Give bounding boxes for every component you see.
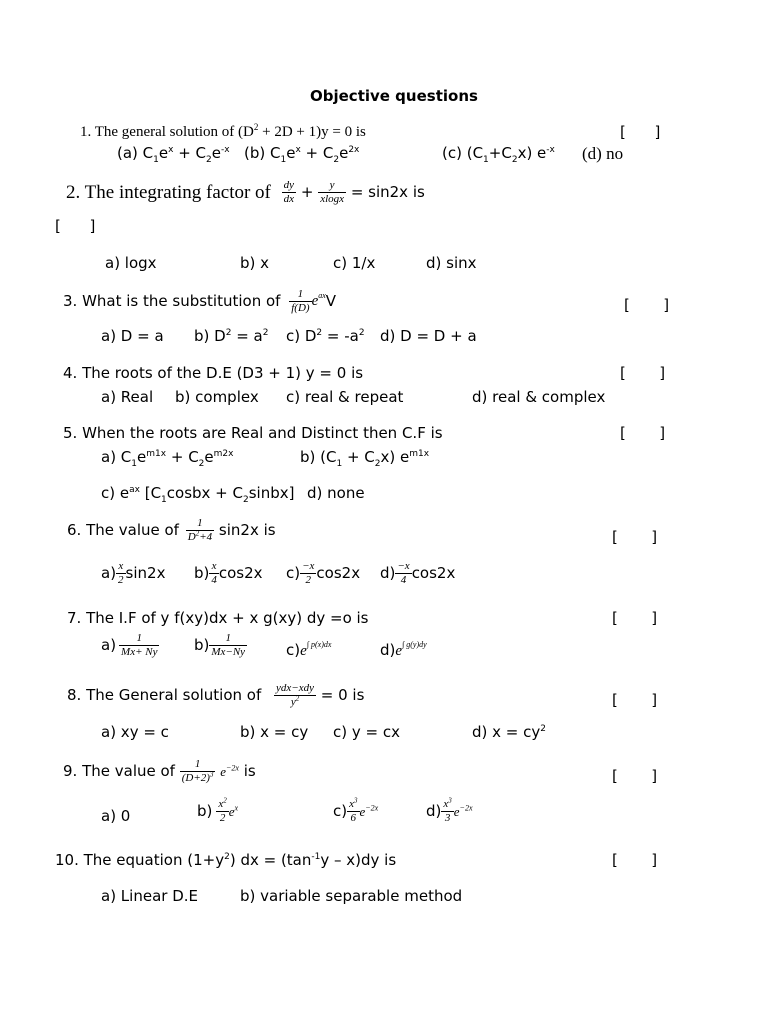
answer-bracket-5: [ ] — [620, 424, 666, 442]
answer-bracket-1: [ ] — [620, 123, 661, 141]
page-title: Objective questions — [310, 87, 478, 105]
question-10-stem: 10. The equation $(1+y^2)$ dx = $(\tan^{-1}y - x)dy$ is — [55, 851, 397, 869]
q7-option-b: b) $\frac{1}{Mx-Ny}$ — [194, 632, 246, 658]
answer-bracket-3: [ ] — [624, 296, 670, 314]
q4-option-d: d) real & complex — [472, 388, 606, 406]
q4-option-c: c) real & repeat — [286, 388, 404, 406]
q8-option-c: c) y = cx — [333, 723, 400, 741]
q3-option-b: b) $D^2 = a^2$ — [194, 327, 269, 345]
q7-option-a: a) $\frac{1}{Mx+ Ny}$ — [101, 632, 158, 658]
q8-option-d: d) $x = cy^2$ — [472, 723, 546, 741]
answer-bracket-9: [ ] — [612, 767, 658, 785]
q2-option-b: b) x — [240, 254, 270, 272]
q4-option-a: a) Real — [101, 388, 154, 406]
q1-option-a: (a) $C_1e^x + C_2e^{-x}$ — [117, 144, 230, 165]
question-5-stem: 5. When the roots are Real and Distinct then C.F is — [63, 424, 443, 442]
q8-option-b: b) x = cy — [240, 723, 309, 741]
answer-bracket-7: [ ] — [612, 609, 658, 627]
q9-option-b: b) $\frac{x^2}{2}$ $e^x$ — [197, 796, 239, 824]
q1-option-c: (c) $(C_1+C_2x)$ $e^{-x}$ — [442, 144, 555, 165]
q6-option-d: d) $\frac{-x}{4}$ cos2x — [380, 560, 456, 586]
q5-option-b: b) $(C_1 + C_2x)$ $e^{m1x}$ — [300, 448, 430, 469]
q10-option-a: a) Linear D.E — [101, 887, 198, 905]
question-9-stem: 9. The value of $\frac{1}{(D+2)^3}$ $e^{-2x}$ is — [63, 758, 256, 784]
q2-option-c: c) 1/x — [333, 254, 376, 272]
answer-bracket-2: [ ] — [55, 217, 96, 235]
q9-option-d: d) $\frac{x^3}{3}$ $e^{-2x}$ — [426, 796, 473, 824]
answer-bracket-8: [ ] — [612, 691, 658, 709]
q3-option-a: a) D = a — [101, 327, 164, 345]
q1-option-d: (d) no — [582, 144, 624, 163]
q1-option-b: (b) $C_1e^x + C_2e^{2x}$ — [244, 144, 360, 165]
q7-option-c: $c)e^{\int p(x)dx}$ — [286, 640, 332, 659]
q5-option-a: a) $C_1e^{m1x} + C_2e^{m2x}$ — [101, 448, 234, 469]
question-1-stem: 1. The general solution of $(D^2 + 2D + 1)y = 0$ is — [80, 122, 366, 140]
question-8-stem: 8. The General solution of $\frac{\text{ydx−xdy}}{y^2}$ = 0 is — [67, 682, 365, 708]
q5-option-d: d) none — [307, 484, 365, 502]
question-2-stem: 2. The integrating factor of $\frac{dy}{dx}$ + $\frac{y}{xlogx}$ = sin2x is — [66, 179, 425, 205]
q6-option-c: c) $\frac{-x}{2}$ cos2x — [286, 560, 361, 586]
question-4-stem: 4. The roots of the D.E (D3 + 1) y = 0 is — [63, 364, 364, 382]
q2-option-a: a) logx — [105, 254, 157, 272]
answer-bracket-4: [ ] — [620, 364, 666, 382]
q2-option-d: d) sinx — [426, 254, 477, 272]
question-7-stem: 7. The I.F of y f(xy)dx + x g(xy) dy =o is — [67, 609, 369, 627]
question-6-stem: 6. The value of $\frac{1}{D^2+4}$ sin2x is — [67, 517, 276, 543]
q8-option-a: a) xy = c — [101, 723, 169, 741]
answer-bracket-10: [ ] — [612, 851, 658, 869]
q9-option-a: a) 0 — [101, 807, 131, 825]
question-3-stem: 3. What is the substitution of $\frac{1}{f(D)}$ $e^{ax}V$ — [63, 288, 337, 314]
q6-option-a: a) $\frac{x}{2}$ sin2x — [101, 560, 166, 586]
q5-option-c: c) $e^{ax}$ [$C_1cosbx$ + $C_2sinbx$] — [101, 484, 295, 505]
q3-option-d: d) D = D + a — [380, 327, 477, 345]
q6-option-b: b) $\frac{x}{4}$ cos2x — [194, 560, 263, 586]
q4-option-b: b) complex — [175, 388, 259, 406]
q3-option-c: c) $D^2 = -a^2$ — [286, 327, 365, 345]
q7-option-d: $d)e^{\int g(y)dy}$ — [380, 640, 427, 659]
q9-option-c: c) $\frac{x^3}{6}$ $e^{-2x}$ — [333, 796, 379, 824]
answer-bracket-6: [ ] — [612, 528, 658, 546]
q10-option-b: b) variable separable method — [240, 887, 463, 905]
